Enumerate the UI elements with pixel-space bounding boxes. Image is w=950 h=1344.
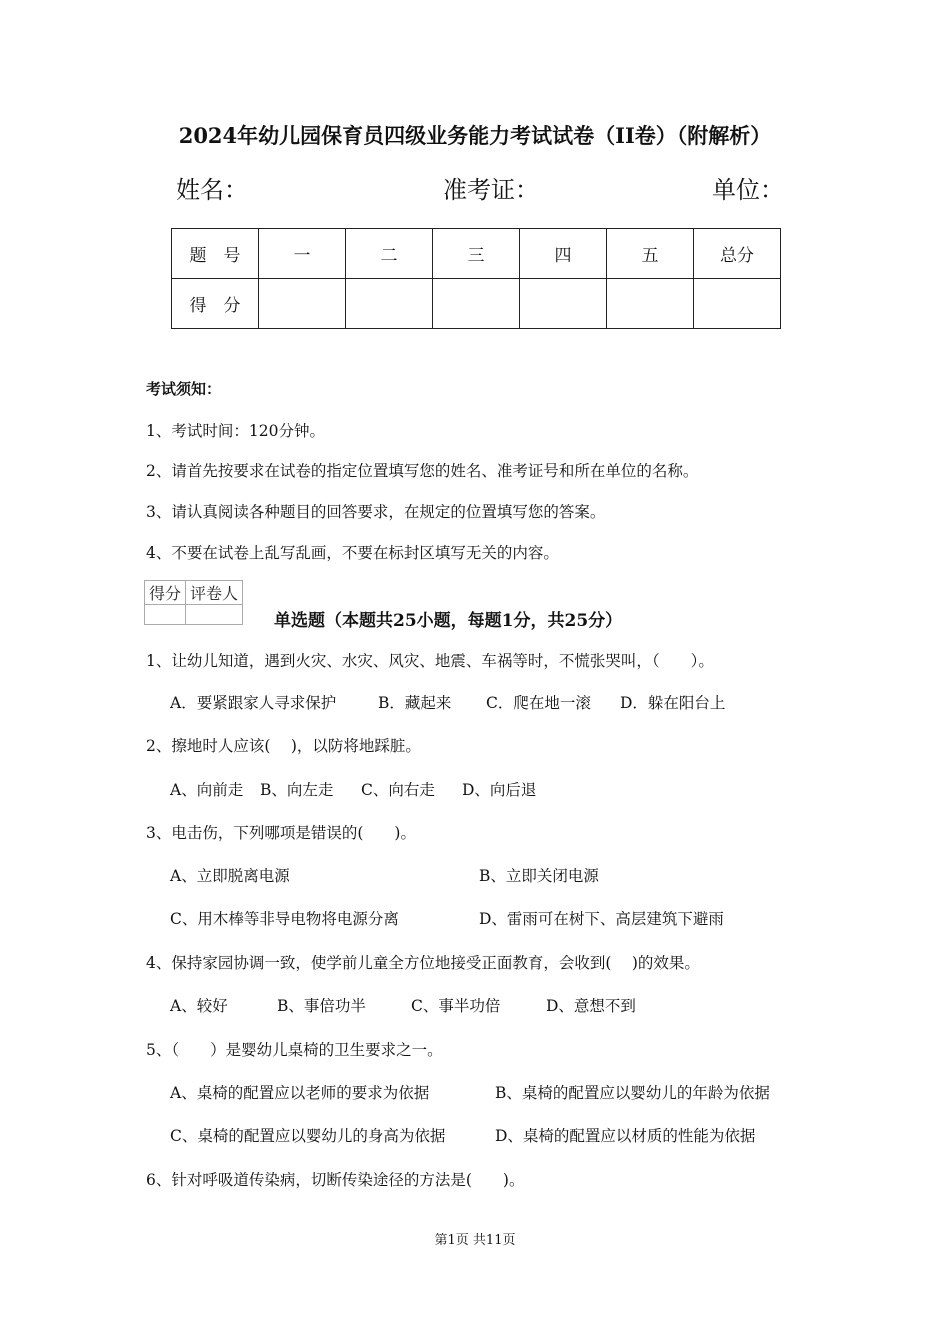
question-option: A、桌椅的配置应以老师的要求为依据 <box>170 1084 430 1102</box>
question-option: D、意想不到 <box>546 997 636 1015</box>
score-table-cell: 五 <box>607 229 694 279</box>
unit-field-label: 单位： <box>712 176 784 204</box>
question-option: A、立即脱离电源 <box>170 867 290 885</box>
question-option: B、桌椅的配置应以婴幼儿的年龄为依据 <box>495 1084 770 1102</box>
notice-item: 3、请认真阅读各种题目的回答要求，在规定的位置填写您的答案。 <box>146 503 606 521</box>
question-option: D、桌椅的配置应以材质的性能为依据 <box>495 1127 756 1145</box>
score-table-cell: 题 号 <box>172 229 259 279</box>
question-option: C．爬在地一滚 <box>486 694 591 712</box>
section-title: 单选题（本题共25小题，每题1分，共25分） <box>274 611 623 631</box>
question-option: A．要紧跟家人寻求保护 <box>170 694 337 712</box>
score-input-cell[interactable] <box>433 279 520 329</box>
score-table-cell: 四 <box>520 229 607 279</box>
score-table-cell: 一 <box>259 229 346 279</box>
question-option: B．藏起来 <box>378 694 452 712</box>
score-table-cell: 得 分 <box>172 279 259 329</box>
grader-reviewer-input[interactable] <box>186 605 243 625</box>
score-input-cell[interactable] <box>694 279 781 329</box>
question-stem: 4、保持家园协调一致，使学前儿童全方位地接受正面教育，会收到( )的效果。 <box>146 954 700 972</box>
grader-score-input[interactable] <box>145 605 186 625</box>
score-input-cell[interactable] <box>346 279 433 329</box>
notice-item: 2、请首先按要求在试卷的指定位置填写您的姓名、准考证号和所在单位的名称。 <box>146 462 699 480</box>
question-option: B、向左走 <box>260 781 334 799</box>
question-stem: 3、电击伤，下列哪项是错误的( )。 <box>146 824 416 842</box>
name-field-label: 姓名： <box>176 176 248 204</box>
score-table-cell: 三 <box>433 229 520 279</box>
question-option: C、桌椅的配置应以婴幼儿的身高为依据 <box>170 1127 446 1145</box>
exam-id-field-label: 准考证： <box>443 176 539 204</box>
question-option: B、事倍功半 <box>277 997 366 1015</box>
question-option: D．躲在阳台上 <box>620 694 726 712</box>
question-option: C、向右走 <box>361 781 435 799</box>
score-table-cell: 总分 <box>694 229 781 279</box>
score-input-cell[interactable] <box>607 279 694 329</box>
score-table-score-row <box>172 279 781 329</box>
question-option: D、向后退 <box>462 781 537 799</box>
question-option: A、较好 <box>170 997 228 1015</box>
page-footer: 第1页 共11页 <box>434 1233 516 1248</box>
score-table-cell: 二 <box>346 229 433 279</box>
question-option: B、立即关闭电源 <box>479 867 599 885</box>
question-option: D、雷雨可在树下、高层建筑下避雨 <box>479 910 724 928</box>
grader-table <box>144 580 243 625</box>
notice-title: 考试须知： <box>146 380 222 398</box>
grader-score-label: 得分 <box>145 581 186 605</box>
notice-item: 4、不要在试卷上乱写乱画，不要在标封区填写无关的内容。 <box>146 544 559 562</box>
exam-title: 2024年幼儿园保育员四级业务能力考试试卷（II卷）（附解析） <box>178 123 772 148</box>
question-stem: 6、针对呼吸道传染病，切断传染途径的方法是( )。 <box>146 1171 525 1189</box>
question-stem: 2、擦地时人应该( )，以防将地踩脏。 <box>146 737 421 755</box>
question-option: C、事半功倍 <box>411 997 501 1015</box>
question-stem: 1、让幼儿知道，遇到火灾、水灾、风灾、地震、车祸等时，不慌张哭叫，（ ）。 <box>146 652 714 670</box>
question-option: C、用木棒等非导电物将电源分离 <box>170 910 399 928</box>
score-table-header-row <box>172 229 781 279</box>
question-option: A、向前走 <box>170 781 244 799</box>
notice-item: 1、考试时间：120分钟。 <box>146 422 325 440</box>
score-table <box>171 228 781 329</box>
question-stem: 5、（ ）是婴幼儿桌椅的卫生要求之一。 <box>146 1041 443 1059</box>
grader-reviewer-label: 评卷人 <box>186 581 243 605</box>
score-input-cell[interactable] <box>259 279 346 329</box>
score-input-cell[interactable] <box>520 279 607 329</box>
